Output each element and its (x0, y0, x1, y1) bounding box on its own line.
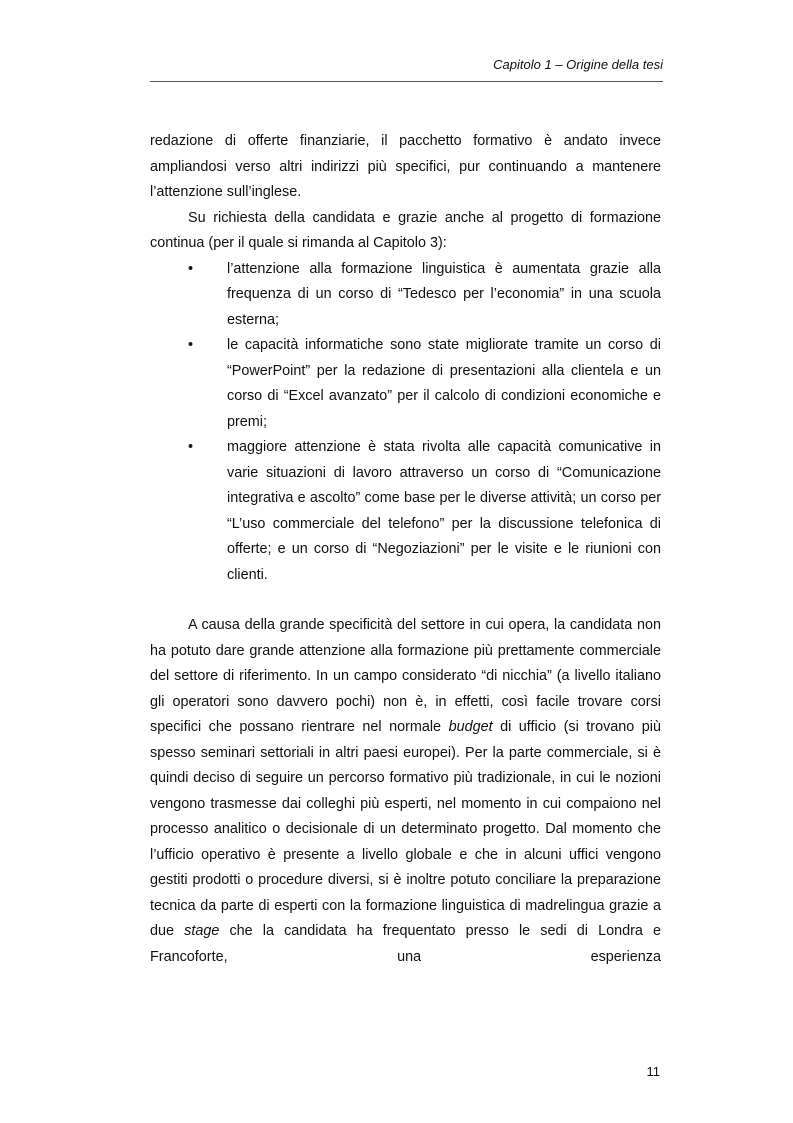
bullet-icon: • (188, 337, 194, 353)
list-item (150, 435, 661, 588)
training-list (150, 257, 661, 589)
emphasis-budget: budget (448, 719, 493, 735)
list-item-text: maggiore attenzione è stata rivolta alle capacità comunicative in varie situazioni di lavoro attraverso un corso di “Comunicazione integrativa e ascolto” come base per le diverse attività; un corso per “L’uso commerciale del telefono” per la discussione telefonica di offerte; e un corso di “Negoziazioni” per le visite e le riunioni con clienti. (227, 439, 661, 583)
header-rule (150, 81, 663, 82)
paragraph-intro-list: Su richiesta della candidata e grazie anche al progetto di formazione continua (per il quale si rimanda al Capitolo 3): (150, 209, 661, 251)
running-header: Capitolo 1 – Origine della tesi (493, 57, 663, 72)
paragraph-gap (150, 588, 661, 613)
paragraph-text: A causa della grande specificità del settore in cui opera, la candidata non ha potuto dare grande attenzione alla formazione più prettamente commerciale del settore di riferimento. In un campo considerato “di nicchia” (a livello italiano gli operatori sono davvero pochi) non è, in effetti, così facile trovare corsi specifici che possano rientrare nel normale (150, 617, 661, 735)
paragraph-commercial-training (150, 613, 661, 970)
paragraph-text: di ufficio (si trovano più spesso seminari settoriali in altri paesi europei). Per la parte commerciale, si è quindi deciso di seguire un percorso formativo più tradizionale, in cui le nozioni vengono trasmesse dai colleghi più esperti, nel momento in cui compaiono nel processo analitico o decisionale di un determinato progetto. Dal momento che l’ufficio operativo è presente a livello globale e che in alcuni uffici vengono gestiti prodotti o procedure diversi, si è inoltre potuto conciliare la preparazione tecnica da parte di esperti con la formazione linguistica di madrelingua grazie a due (150, 719, 661, 939)
page-body (150, 129, 661, 970)
bullet-icon: • (188, 439, 194, 455)
list-item (150, 257, 661, 334)
list-item (150, 333, 661, 435)
bullet-icon: • (188, 260, 194, 277)
list-item-text: le capacità informatiche sono state migliorate tramite un corso di “PowerPoint” per la redazione di presentazioni alla clientela e un corso di “Excel avanzato” per il calcolo di condizioni economiche e premi; (227, 337, 661, 430)
paragraph-text: che la candidata ha frequentato presso le sedi di Londra e Francoforte, una esperienza (150, 923, 661, 965)
list-item-text: l’attenzione alla formazione linguistica è aumentata grazie alla frequenza di un corso di “Tedesco per l’economia” in una scuola esterna; (227, 260, 661, 328)
emphasis-stage: stage (184, 923, 220, 939)
page-number: 11 (646, 1064, 660, 1079)
paragraph-continuation: redazione di offerte finanziarie, il pacchetto formativo è andato invece ampliandosi verso altri indirizzi più specifici, pur continuando a mantenere l’attenzione sull’inglese. (150, 133, 661, 200)
